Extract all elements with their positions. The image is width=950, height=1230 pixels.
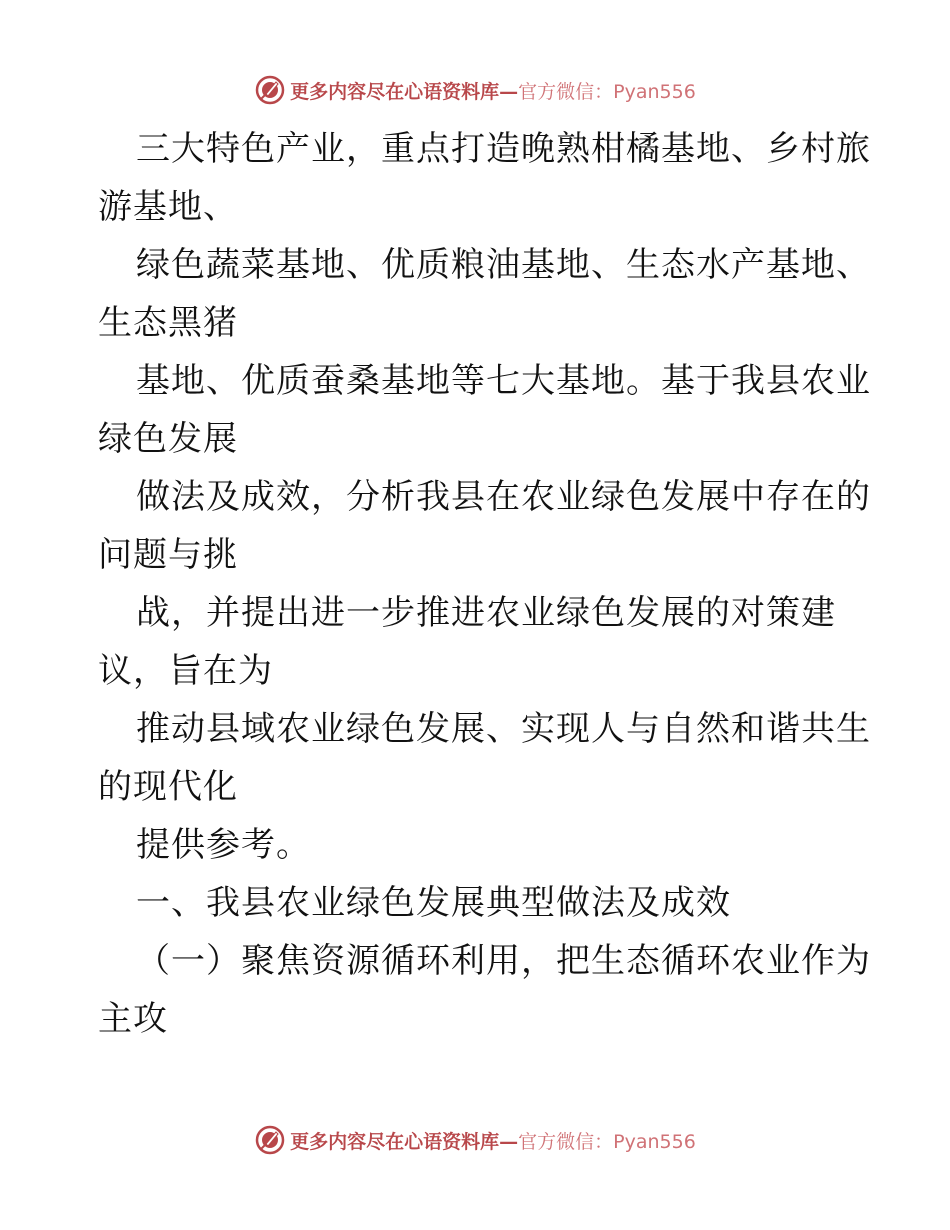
brand-logo-icon xyxy=(254,74,286,106)
section-heading: 一、我县农业绿色发展典型做法及成效 xyxy=(136,883,731,923)
text-line: 绿色发展 xyxy=(98,419,238,459)
text-line: 提供参考。 xyxy=(136,825,311,865)
footer-wechat-text: 官方微信：Pyan556 xyxy=(518,1130,696,1153)
text-line: 的现代化 xyxy=(98,767,238,807)
footer-banner xyxy=(0,1120,950,1160)
text-line: 主攻 xyxy=(98,999,168,1039)
text-line: 战，并提出进一步推进农业绿色发展的对策建 xyxy=(136,593,836,633)
text-line: 基地、优质蚕桑基地等七大基地。基于我县农业 xyxy=(136,361,871,401)
subsection-heading: （一）聚焦资源循环利用，把生态循环农业作为 xyxy=(136,941,871,981)
brand-logo-icon xyxy=(254,1124,286,1156)
header-wechat-text: 官方微信：Pyan556 xyxy=(518,80,696,103)
text-line: 议，旨在为 xyxy=(98,651,273,691)
footer-banner-text: 更多内容尽在心语资料库— xyxy=(290,1130,519,1153)
header-banner xyxy=(0,70,950,110)
text-line: 推动县域农业绿色发展、实现人与自然和谐共生 xyxy=(136,709,871,749)
text-line: 三大特色产业，重点打造晚熟柑橘基地、乡村旅 xyxy=(136,129,871,169)
text-line: 绿色蔬菜基地、优质粮油基地、生态水产基地、 xyxy=(136,245,871,285)
text-line: 生态黑猪 xyxy=(98,303,238,343)
document-body xyxy=(98,120,871,1048)
text-line: 问题与挑 xyxy=(98,535,238,575)
text-line: 游基地、 xyxy=(98,187,238,227)
text-line: 做法及成效，分析我县在农业绿色发展中存在的 xyxy=(136,477,871,517)
header-banner-text: 更多内容尽在心语资料库— xyxy=(290,80,519,103)
